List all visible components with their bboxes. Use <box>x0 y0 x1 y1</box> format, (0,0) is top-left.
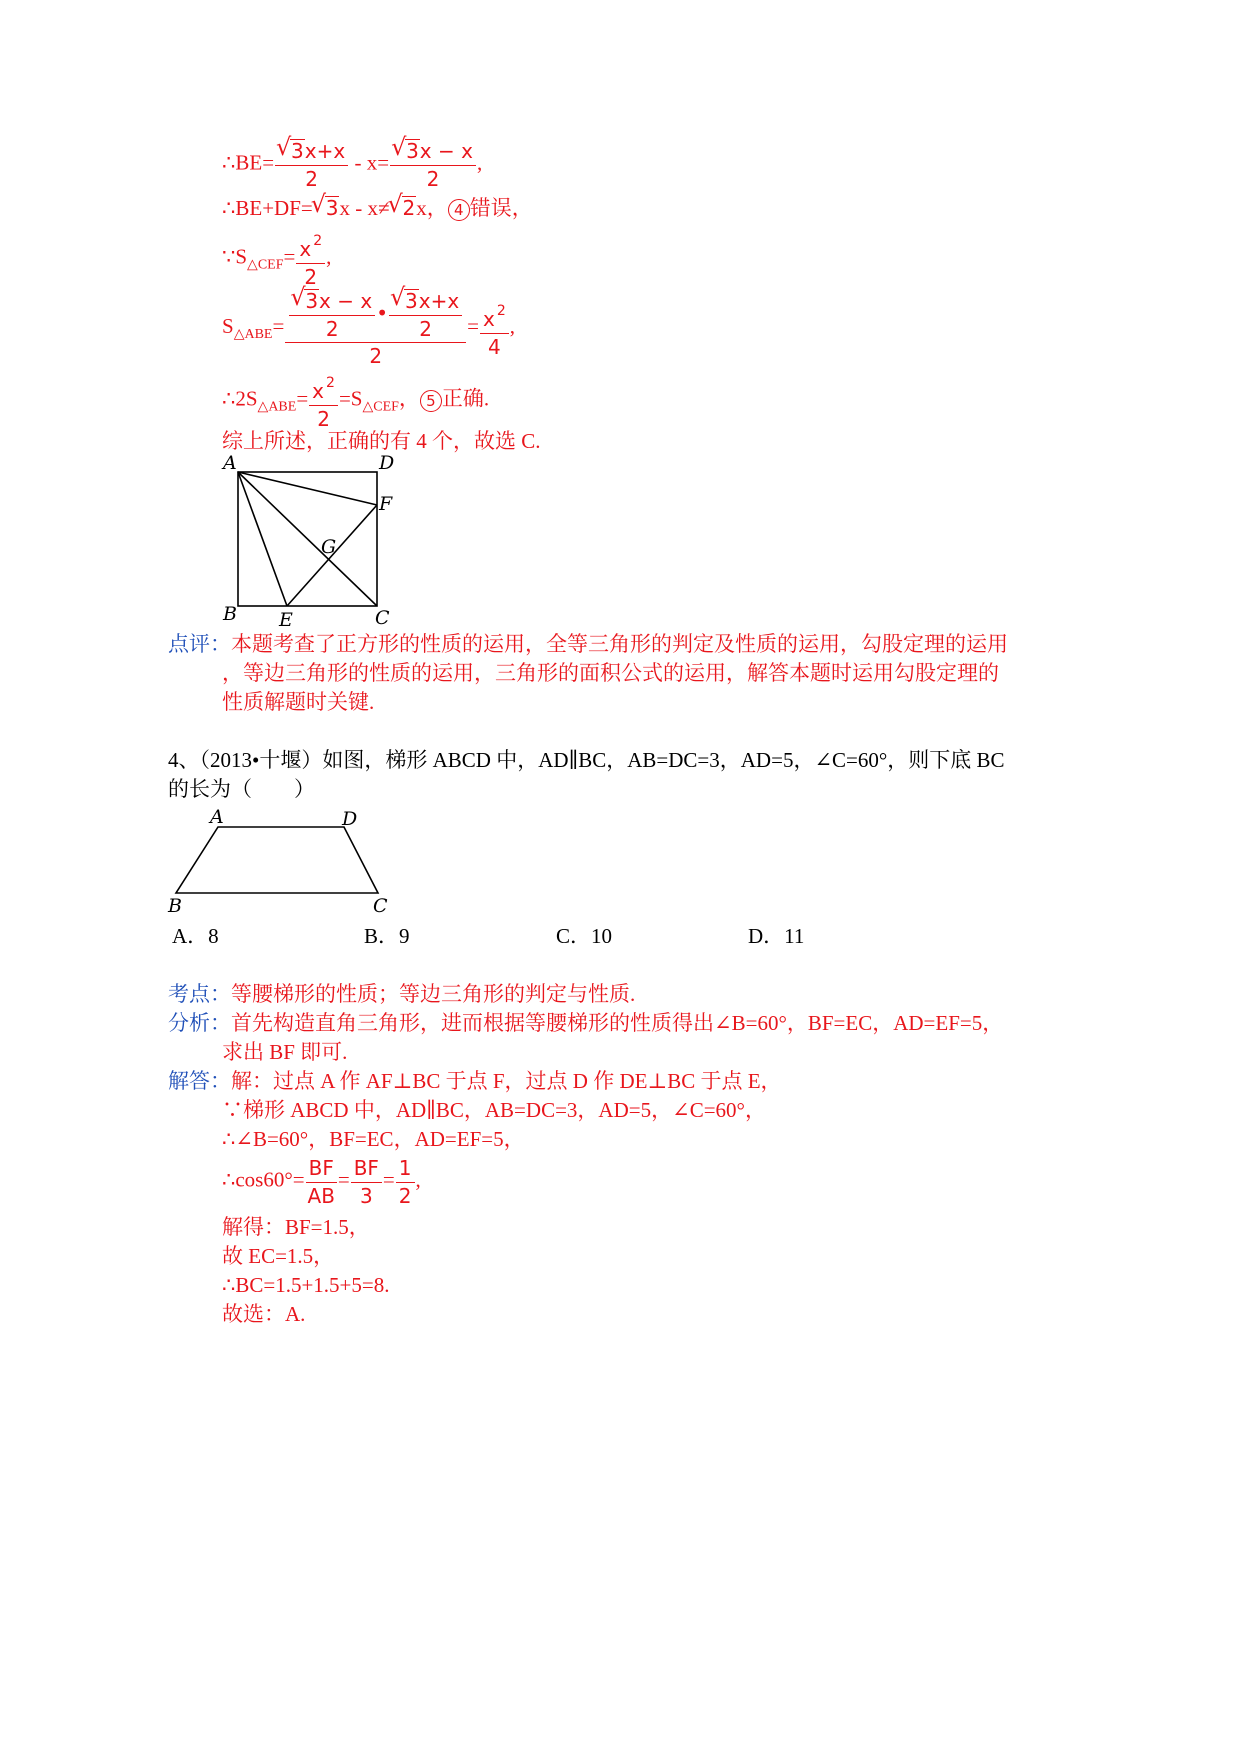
formula-text: 2 <box>317 407 330 431</box>
formula-text: x − x <box>419 139 473 163</box>
review-label: 点评： <box>168 632 231 656</box>
formula-text: = <box>337 1167 350 1192</box>
label-f: F <box>379 493 393 515</box>
formula-text: x <box>483 306 495 331</box>
question-4-line-2: 的长为（ ） <box>168 777 315 801</box>
fraction <box>309 370 338 431</box>
option-b: B．9 <box>364 924 410 948</box>
review-line-1 <box>168 632 1008 656</box>
formula-text: 2 <box>398 1184 412 1208</box>
subscript: △ABE <box>257 399 297 415</box>
conclusion-line: 综上所述，正确的有 4 个，故选 C. <box>222 429 541 453</box>
formula-text: , <box>476 150 483 175</box>
jieda-line-8: 故选：A. <box>222 1302 306 1326</box>
formula-text: 2 <box>304 265 318 289</box>
formula-text: , <box>415 1167 421 1192</box>
formula-text: , <box>509 313 516 338</box>
sqrt: √ 3 <box>404 289 419 312</box>
review-line-3: 性质解题时关键. <box>222 690 375 714</box>
square-figure <box>215 452 405 632</box>
formula-text: = <box>467 313 480 338</box>
formula-text: AB <box>307 1184 335 1208</box>
label-b: B <box>168 895 182 917</box>
formula-text: = <box>272 313 285 338</box>
formula-text: x+x <box>418 289 460 313</box>
superscript: 2 <box>496 302 506 319</box>
fraction <box>480 298 509 359</box>
label-d: D <box>379 452 395 474</box>
fraction <box>389 288 462 341</box>
option-c: C．10 <box>556 924 613 948</box>
formula-text: 2 <box>305 167 318 191</box>
fraction <box>306 1155 337 1208</box>
formula-text: ∴BE+DF= <box>222 196 313 220</box>
option-d: D．11 <box>748 924 805 948</box>
formula-s-abe <box>222 288 515 368</box>
kaodian-label: 考点： <box>168 982 231 1006</box>
sqrt: √ 3 <box>304 289 319 312</box>
subscript: △CEF <box>247 257 284 273</box>
formula-text: x <box>312 379 325 403</box>
formula-text: S <box>222 313 234 338</box>
formula-cos60 <box>222 1155 421 1208</box>
option-a: A．8 <box>172 924 219 948</box>
label-e: E <box>279 609 293 631</box>
formula-s-cef <box>222 228 331 289</box>
fraction <box>351 1155 382 1208</box>
label-b: B <box>223 603 237 625</box>
formula-text: ， <box>398 386 420 411</box>
question-4-line-1: 4、（2013•十堰）如图，梯形 ABCD 中，AD∥BC，AB=DC=3，AD=5，∠C=60°，则下底 BC <box>168 748 1005 772</box>
sqrt: √ 2 <box>402 196 417 219</box>
formula-text: 4 <box>488 334 501 359</box>
formula-2s-abe <box>222 370 489 431</box>
formula-text: - x= <box>349 150 390 175</box>
formula-text: x − x <box>319 289 373 313</box>
formula-text: x <box>299 237 312 261</box>
segment-af <box>238 472 377 505</box>
sqrt: √ 3 <box>290 139 305 162</box>
circled-number: 4 <box>448 199 470 221</box>
review-text: 本题考查了正方形的性质的运用，全等三角形的判定及性质的运用，勾股定理的运用 <box>231 632 1008 656</box>
jieda-line-1 <box>168 1069 782 1093</box>
formula-text: = <box>382 1167 395 1192</box>
trapezoid-figure <box>160 805 400 917</box>
superscript: 2 <box>313 233 323 249</box>
formula-text: x - x≠ <box>339 196 390 220</box>
review-line-2: ，等边三角形的性质的运用，三角形的面积公式的运用，解答本题时运用勾股定理的 <box>222 661 999 685</box>
formula-be <box>222 138 482 191</box>
fenxi-line-2: 求出 BF 即可. <box>222 1040 348 1064</box>
formula-text: 1 <box>396 1155 415 1183</box>
trapezoid-abcd <box>176 827 378 893</box>
segment-ae <box>238 472 287 606</box>
label-g: G <box>321 536 337 558</box>
jieda-line-2: ∵梯形 ABCD 中，AD∥BC，AB=DC=3，AD=5，∠C=60°， <box>222 1098 766 1122</box>
fraction <box>275 138 348 191</box>
formula-text: ∴2S <box>222 386 258 411</box>
formula-text: ∴BE= <box>222 150 275 175</box>
formula-text: 2 <box>325 317 339 341</box>
jieda-line-7: ∴BC=1.5+1.5+5=8. <box>222 1273 390 1297</box>
subscript: △ABE <box>233 326 273 342</box>
fraction <box>390 138 476 191</box>
jieda-line-5: 解得：BF=1.5， <box>222 1215 370 1239</box>
fraction <box>289 288 375 341</box>
label-a: A <box>223 452 237 474</box>
kaodian-text: 等腰梯形的性质；等边三角形的判定与性质. <box>231 982 636 1006</box>
diagonal-ac <box>238 472 377 606</box>
formula-be-df <box>222 196 533 221</box>
label-d: D <box>342 808 358 830</box>
formula-text: , <box>326 244 332 269</box>
label-c: C <box>373 895 388 917</box>
formula-text: ∵S <box>222 244 248 269</box>
formula-text: = <box>283 244 296 269</box>
sqrt: √ 3 <box>325 196 340 219</box>
formula-text: • <box>376 301 388 325</box>
jieda-line-3: ∴∠B=60°，BF=EC，AD=EF=5， <box>222 1127 525 1151</box>
formula-text: x， <box>416 196 448 220</box>
formula-text: 2 <box>426 167 440 191</box>
fraction <box>396 1155 415 1208</box>
formula-text: x+x <box>304 139 346 163</box>
subscript: △CEF <box>362 399 399 415</box>
fenxi-line-1 <box>168 1011 1003 1035</box>
formula-text: BF <box>306 1155 337 1183</box>
superscript: 2 <box>326 375 335 391</box>
formula-text: 2 <box>369 344 383 368</box>
formula-text: =S <box>338 386 363 411</box>
formula-text: 3 <box>359 1184 373 1208</box>
jieda-label: 解答： <box>168 1069 231 1093</box>
formula-text: 2 <box>419 317 432 341</box>
compound-fraction <box>285 288 466 368</box>
fraction <box>296 228 325 289</box>
circled-number: 5 <box>420 390 442 412</box>
formula-text: = <box>296 386 309 411</box>
formula-text: ∴cos60°= <box>222 1167 305 1192</box>
formula-text: 错误， <box>469 196 533 220</box>
formula-text: 正确. <box>441 386 490 411</box>
label-a: A <box>210 806 224 828</box>
jieda-line-6: 故 EC=1.5， <box>222 1244 335 1268</box>
fenxi-label: 分析： <box>168 1011 231 1035</box>
fenxi-text: 首先构造直角三角形，进而根据等腰梯形的性质得出∠B=60°，BF=EC，AD=EF=5， <box>231 1011 1004 1035</box>
label-c: C <box>375 607 390 629</box>
sqrt: √ 3 <box>405 139 420 162</box>
jieda-text: 解：过点 A 作 AF⊥BC 于点 F，过点 D 作 DE⊥BC 于点 E， <box>231 1069 782 1093</box>
kaodian-line <box>168 982 635 1006</box>
formula-text: BF <box>351 1155 382 1183</box>
